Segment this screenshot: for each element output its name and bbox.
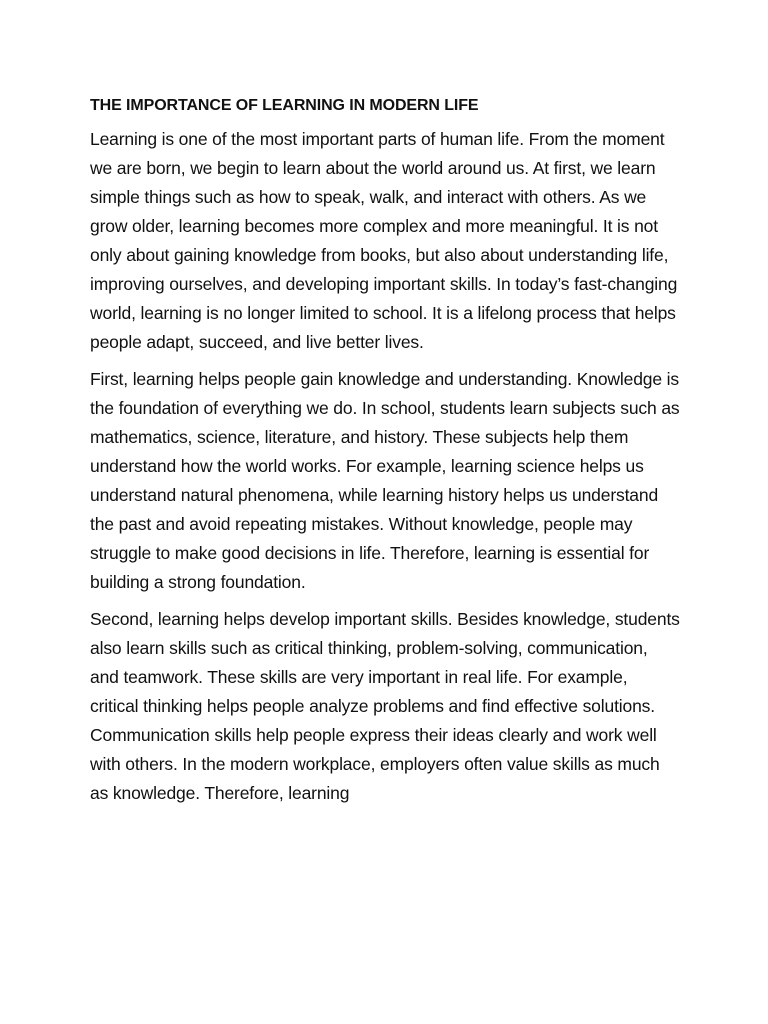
paragraph-skills: Second, learning helps develop important skills. Besides knowledge, students also learn skills such as critical thinking, problem-solving, communication, and teamwork. These skills are very important in real life. For example, critical thinking helps people analyze problems and find effective solutions. Communication skills help people express their ideas clearly and work well with others. In the modern workplace, employers often value skills as much as knowledge. Therefore, learning xyxy=(90,609,680,803)
document-title: THE IMPORTANCE OF LEARNING IN MODERN LIFE xyxy=(90,97,479,114)
paragraph-knowledge: First, learning helps people gain knowledge and understanding. Knowledge is the foundation of everything we do. In school, students learn subjects such as mathematics, science, literature, and history. These subjects help them understand how the world works. For example, learning science helps us understand natural phenomena, while learning history helps us understand the past and avoid repeating mistakes. Without knowledge, people may struggle to make good decisions in life. Therefore, learning is essential for building a strong foundation. xyxy=(90,369,680,592)
paragraph-intro: Learning is one of the most important parts of human life. From the moment we are born, we begin to learn about the world around us. At first, we learn simple things such as how to speak, walk, and interact with others. As we grow older, learning becomes more complex and more meaningful. It is not only about gaining knowledge from books, but also about understanding life, improving ourselves, and developing important skills. In today’s fast-changing world, learning is no longer limited to school. It is a lifelong process that helps people adapt, succeed, and live better lives. xyxy=(90,129,678,352)
document-body xyxy=(90,94,680,816)
